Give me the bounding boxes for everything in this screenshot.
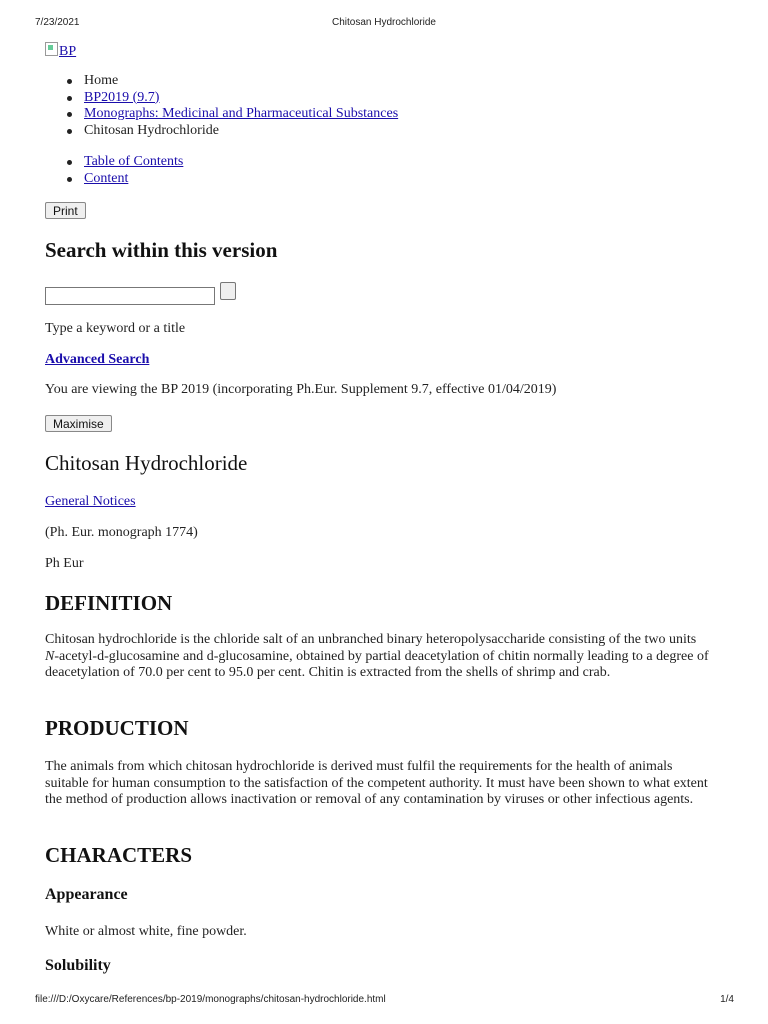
print-header [0,17,768,31]
breadcrumb-monographs-link[interactable]: Monographs: Medicinal and Pharmaceutical Substances [84,106,399,121]
page-title: Chitosan Hydrochloride [45,451,248,475]
production-text: The animals from which chitosan hydrochloride is derived must fulfil the requirements for the health of animals suitable for human consumption to the satisfaction of the competent authority. It must have been shown to what extent the method of production allows inactivation or removal of any contamination by viruses or other infectious agents. [45,759,708,807]
page-nav [84,154,183,187]
search-submit-button[interactable] [220,282,236,300]
monograph-reference: (Ph. Eur. monograph 1774) [45,525,198,540]
ph-eur-label: Ph Eur [45,556,84,571]
table-of-contents-link[interactable]: Table of Contents [84,154,184,169]
appearance-text: White or almost white, fine powder. [45,924,247,939]
logo-alt-text: BP [59,44,77,59]
print-date: 7/23/2021 [35,17,80,28]
maximise-button[interactable]: Maximise [45,415,112,432]
version-notice: You are viewing the BP 2019 (incorporating Ph.Eur. Supplement 9.7, effective 01/04/2019) [45,382,557,397]
breadcrumb [84,73,398,139]
file-path: file:///D:/Oxycare/References/bp-2019/monographs/chitosan-hydrochloride.html [35,994,386,1005]
definition-text: Chitosan hydrochloride is the chloride salt of an unbranched binary heteropolysaccharide consisting of the two units N-acetyl-d-glucosamine and d-glucosamine, obtained by partial deacetylation of chitin normally leading to a degree of deacetylation of 70.0 per cent to 95.0 per cent. Chitin is extracted from the shells of shrimp and crab. [45,632,709,680]
advanced-search-link[interactable]: Advanced Search [45,352,150,367]
search-input[interactable] [45,287,215,305]
production-heading: PRODUCTION [45,716,189,740]
breadcrumb-home: Home [84,73,398,90]
breadcrumb-bp2019-link[interactable]: BP2019 (9.7) [84,89,160,105]
breadcrumb-current: Chitosan Hydrochloride [84,123,398,140]
print-title: Chitosan Hydrochloride [332,17,436,28]
search-hint: Type a keyword or a title [45,321,186,336]
general-notices-link[interactable]: General Notices [45,494,136,509]
bp-logo-link[interactable] [45,42,76,60]
print-button[interactable]: Print [45,202,86,219]
content-link[interactable]: Content [84,170,129,186]
characters-heading: CHARACTERS [45,843,193,867]
solubility-heading: Solubility [45,957,111,974]
appearance-heading: Appearance [45,886,128,903]
print-footer [0,994,768,1008]
definition-heading: DEFINITION [45,591,173,615]
page-number: 1/4 [720,994,734,1005]
search-heading: Search within this version [45,238,278,262]
broken-image-icon [45,42,58,56]
